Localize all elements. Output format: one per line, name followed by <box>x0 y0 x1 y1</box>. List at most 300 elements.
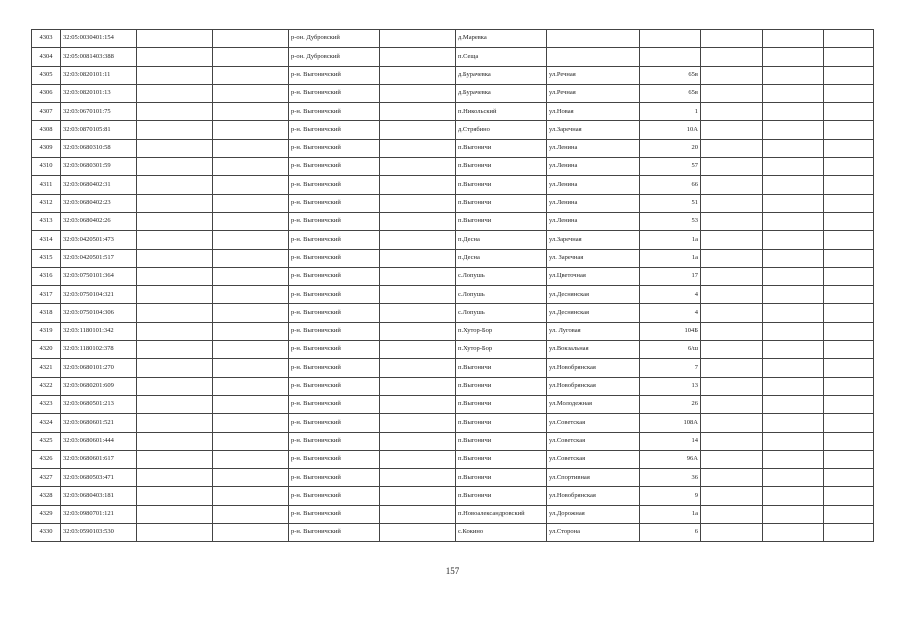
table-row <box>32 66 874 84</box>
empty-cell <box>213 212 289 230</box>
empty-cell <box>701 231 763 249</box>
house-number-cell: 20 <box>640 139 701 157</box>
row-number-cell: 4316 <box>32 267 61 285</box>
cadastral-number-cell: 32:03:1180101:342 <box>61 322 137 340</box>
house-number-cell: 104Б <box>640 322 701 340</box>
table-row <box>32 450 874 468</box>
settlement-cell: п.Выгоничи <box>456 432 547 450</box>
empty-cell <box>213 469 289 487</box>
district-cell: р-н. Выгоничский <box>289 322 380 340</box>
table-row <box>32 322 874 340</box>
cadastral-number-cell: 32:03:0680403:181 <box>61 487 137 505</box>
table-row <box>32 286 874 304</box>
street-cell: ул.Ленина <box>547 176 640 194</box>
row-number-cell: 4327 <box>32 469 61 487</box>
table-row <box>32 103 874 121</box>
row-number-cell: 4314 <box>32 231 61 249</box>
district-cell: р-н. Выгоничский <box>289 359 380 377</box>
settlement-cell: п.Выгоничи <box>456 176 547 194</box>
empty-cell <box>763 524 824 542</box>
house-number-cell: 7 <box>640 359 701 377</box>
empty-cell <box>701 103 763 121</box>
empty-cell <box>137 48 213 66</box>
empty-cell <box>137 377 213 395</box>
row-number-cell: 4315 <box>32 249 61 267</box>
district-cell: р-н. Выгоничский <box>289 176 380 194</box>
empty-cell <box>213 158 289 176</box>
empty-cell <box>213 359 289 377</box>
settlement-cell: с.Лопушь <box>456 286 547 304</box>
settlement-cell: п.Выгоничи <box>456 359 547 377</box>
empty-cell <box>380 524 456 542</box>
row-number-cell: 4312 <box>32 194 61 212</box>
district-cell: р-н. Выгоничский <box>289 450 380 468</box>
table-row <box>32 359 874 377</box>
empty-cell <box>213 48 289 66</box>
row-number-cell: 4323 <box>32 395 61 413</box>
empty-cell <box>763 249 824 267</box>
row-number-cell: 4324 <box>32 414 61 432</box>
empty-cell <box>213 341 289 359</box>
row-number-cell: 4330 <box>32 524 61 542</box>
settlement-cell: п.Выгоничи <box>456 158 547 176</box>
row-number-cell: 4311 <box>32 176 61 194</box>
empty-cell <box>824 432 874 450</box>
district-cell: р-н. Выгоничский <box>289 249 380 267</box>
empty-cell <box>380 48 456 66</box>
empty-cell <box>824 286 874 304</box>
empty-cell <box>763 469 824 487</box>
empty-cell <box>213 505 289 523</box>
empty-cell <box>701 158 763 176</box>
house-number-cell: 96А <box>640 450 701 468</box>
empty-cell <box>213 487 289 505</box>
empty-cell <box>701 84 763 102</box>
table-row <box>32 414 874 432</box>
district-cell: р-он. Дубровский <box>289 48 380 66</box>
empty-cell <box>701 395 763 413</box>
district-cell: р-н. Выгоничский <box>289 469 380 487</box>
empty-cell <box>137 249 213 267</box>
empty-cell <box>380 505 456 523</box>
row-number-cell: 4326 <box>32 450 61 468</box>
cadastral-number-cell: 32:03:0680402:26 <box>61 212 137 230</box>
street-cell <box>547 48 640 66</box>
empty-cell <box>380 341 456 359</box>
street-cell: ул.Речная <box>547 84 640 102</box>
table-row <box>32 505 874 523</box>
empty-cell <box>763 84 824 102</box>
empty-cell <box>380 267 456 285</box>
table-row <box>32 395 874 413</box>
empty-cell <box>701 48 763 66</box>
empty-cell <box>701 139 763 157</box>
settlement-cell: п.Хутор-Бор <box>456 322 547 340</box>
empty-cell <box>380 286 456 304</box>
house-number-cell <box>640 48 701 66</box>
street-cell: ул.Новая <box>547 103 640 121</box>
empty-cell <box>137 524 213 542</box>
property-register-table <box>31 29 874 542</box>
settlement-cell: д.Стрябино <box>456 121 547 139</box>
empty-cell <box>701 505 763 523</box>
street-cell: ул.Сторона <box>547 524 640 542</box>
empty-cell <box>213 121 289 139</box>
empty-cell <box>824 30 874 48</box>
empty-cell <box>213 286 289 304</box>
empty-cell <box>213 267 289 285</box>
house-number-cell: 1а <box>640 505 701 523</box>
empty-cell <box>763 487 824 505</box>
empty-cell <box>213 176 289 194</box>
settlement-cell: с.Лопушь <box>456 267 547 285</box>
house-number-cell: 17 <box>640 267 701 285</box>
street-cell: ул.Новобрянская <box>547 377 640 395</box>
house-number-cell: 36 <box>640 469 701 487</box>
settlement-cell: п.Новоалександровский <box>456 505 547 523</box>
cadastral-number-cell: 32:03:0750104:306 <box>61 304 137 322</box>
street-cell: ул.Речная <box>547 66 640 84</box>
district-cell: р-н. Выгоничский <box>289 505 380 523</box>
street-cell: ул.Заречная <box>547 231 640 249</box>
empty-cell <box>763 377 824 395</box>
cadastral-number-cell: 32:03:0820101:11 <box>61 66 137 84</box>
empty-cell <box>763 158 824 176</box>
empty-cell <box>137 103 213 121</box>
empty-cell <box>763 194 824 212</box>
empty-cell <box>763 231 824 249</box>
empty-cell <box>824 267 874 285</box>
empty-cell <box>380 377 456 395</box>
empty-cell <box>380 139 456 157</box>
empty-cell <box>137 231 213 249</box>
page-number: 157 <box>445 566 460 576</box>
table-row <box>32 48 874 66</box>
street-cell: ул.Вокзальная <box>547 341 640 359</box>
district-cell: р-н. Выгоничский <box>289 231 380 249</box>
empty-cell <box>701 212 763 230</box>
district-cell: р-он. Дубровский <box>289 30 380 48</box>
settlement-cell: п.Выгоничи <box>456 487 547 505</box>
empty-cell <box>137 176 213 194</box>
empty-cell <box>213 450 289 468</box>
empty-cell <box>213 414 289 432</box>
row-number-cell: 4321 <box>32 359 61 377</box>
empty-cell <box>380 322 456 340</box>
empty-cell <box>824 194 874 212</box>
street-cell: ул.Новобрянская <box>547 359 640 377</box>
table-row <box>32 469 874 487</box>
table-row <box>32 30 874 48</box>
empty-cell <box>701 194 763 212</box>
empty-cell <box>824 249 874 267</box>
row-number-cell: 4303 <box>32 30 61 48</box>
table-row <box>32 231 874 249</box>
row-number-cell: 4328 <box>32 487 61 505</box>
house-number-cell: 4 <box>640 286 701 304</box>
district-cell: р-н. Выгоничский <box>289 66 380 84</box>
house-number-cell: 26 <box>640 395 701 413</box>
cadastral-number-cell: 32:03:0680402:23 <box>61 194 137 212</box>
empty-cell <box>380 66 456 84</box>
empty-cell <box>213 395 289 413</box>
empty-cell <box>824 103 874 121</box>
settlement-cell: п.Выгоничи <box>456 450 547 468</box>
cadastral-number-cell: 32:03:0680501:213 <box>61 395 137 413</box>
street-cell: ул.Советская <box>547 450 640 468</box>
row-number-cell: 4308 <box>32 121 61 139</box>
district-cell: р-н. Выгоничский <box>289 487 380 505</box>
empty-cell <box>380 84 456 102</box>
empty-cell <box>137 212 213 230</box>
empty-cell <box>701 267 763 285</box>
empty-cell <box>380 158 456 176</box>
district-cell: р-н. Выгоничский <box>289 121 380 139</box>
house-number-cell: 65в <box>640 84 701 102</box>
settlement-cell: п.Выгоничи <box>456 212 547 230</box>
empty-cell <box>824 158 874 176</box>
empty-cell <box>763 121 824 139</box>
empty-cell <box>137 450 213 468</box>
house-number-cell: 108А <box>640 414 701 432</box>
empty-cell <box>701 121 763 139</box>
district-cell: р-н. Выгоничский <box>289 524 380 542</box>
empty-cell <box>380 395 456 413</box>
empty-cell <box>137 359 213 377</box>
table-row <box>32 487 874 505</box>
empty-cell <box>380 450 456 468</box>
empty-cell <box>763 30 824 48</box>
empty-cell <box>824 450 874 468</box>
empty-cell <box>380 176 456 194</box>
empty-cell <box>824 48 874 66</box>
district-cell: р-н. Выгоничский <box>289 395 380 413</box>
row-number-cell: 4320 <box>32 341 61 359</box>
empty-cell <box>380 469 456 487</box>
house-number-cell: 10А <box>640 121 701 139</box>
district-cell: р-н. Выгоничский <box>289 286 380 304</box>
district-cell: р-н. Выгоничский <box>289 103 380 121</box>
empty-cell <box>380 414 456 432</box>
empty-cell <box>701 414 763 432</box>
cadastral-number-cell: 32:03:0670101:75 <box>61 103 137 121</box>
empty-cell <box>137 84 213 102</box>
settlement-cell: п.Выгоничи <box>456 194 547 212</box>
street-cell: ул.Дорожная <box>547 505 640 523</box>
cadastral-number-cell: 32:03:0680310:58 <box>61 139 137 157</box>
table-row <box>32 158 874 176</box>
district-cell: р-н. Выгоничский <box>289 158 380 176</box>
empty-cell <box>380 432 456 450</box>
street-cell: ул.Ленина <box>547 158 640 176</box>
empty-cell <box>701 30 763 48</box>
empty-cell <box>763 286 824 304</box>
empty-cell <box>137 304 213 322</box>
empty-cell <box>380 304 456 322</box>
empty-cell <box>701 176 763 194</box>
empty-cell <box>137 487 213 505</box>
empty-cell <box>137 267 213 285</box>
cadastral-number-cell: 32:03:0750104:321 <box>61 286 137 304</box>
district-cell: р-н. Выгоничский <box>289 212 380 230</box>
cadastral-number-cell: 32:03:0680601:521 <box>61 414 137 432</box>
street-cell <box>547 30 640 48</box>
settlement-cell: п.Десна <box>456 231 547 249</box>
table-row <box>32 377 874 395</box>
empty-cell <box>701 524 763 542</box>
empty-cell <box>213 66 289 84</box>
empty-cell <box>824 505 874 523</box>
cadastral-number-cell: 32:03:0750101:364 <box>61 267 137 285</box>
street-cell: ул. Заречная <box>547 249 640 267</box>
empty-cell <box>763 48 824 66</box>
row-number-cell: 4305 <box>32 66 61 84</box>
district-cell: р-н. Выгоничский <box>289 377 380 395</box>
empty-cell <box>137 322 213 340</box>
table-row <box>32 194 874 212</box>
empty-cell <box>763 395 824 413</box>
house-number-cell: 53 <box>640 212 701 230</box>
street-cell: ул.Молодежная <box>547 395 640 413</box>
empty-cell <box>213 139 289 157</box>
empty-cell <box>701 377 763 395</box>
street-cell: ул.Цветочная <box>547 267 640 285</box>
district-cell: р-н. Выгоничский <box>289 267 380 285</box>
row-number-cell: 4309 <box>32 139 61 157</box>
district-cell: р-н. Выгоничский <box>289 139 380 157</box>
empty-cell <box>213 524 289 542</box>
empty-cell <box>763 267 824 285</box>
cadastral-number-cell: 32:03:0680301:59 <box>61 158 137 176</box>
row-number-cell: 4329 <box>32 505 61 523</box>
settlement-cell: п.Выгоничи <box>456 377 547 395</box>
empty-cell <box>137 121 213 139</box>
empty-cell <box>137 194 213 212</box>
row-number-cell: 4304 <box>32 48 61 66</box>
settlement-cell: с.Лопушь <box>456 304 547 322</box>
empty-cell <box>763 359 824 377</box>
house-number-cell: 6 <box>640 524 701 542</box>
house-number-cell: 65в <box>640 66 701 84</box>
house-number-cell: 1а <box>640 231 701 249</box>
empty-cell <box>213 30 289 48</box>
table-row <box>32 121 874 139</box>
row-number-cell: 4319 <box>32 322 61 340</box>
empty-cell <box>213 304 289 322</box>
empty-cell <box>824 176 874 194</box>
table-row <box>32 524 874 542</box>
empty-cell <box>213 377 289 395</box>
cadastral-number-cell: 32:03:0590103:530 <box>61 524 137 542</box>
settlement-cell: п.Сеща <box>456 48 547 66</box>
row-number-cell: 4313 <box>32 212 61 230</box>
row-number-cell: 4317 <box>32 286 61 304</box>
empty-cell <box>824 212 874 230</box>
empty-cell <box>380 121 456 139</box>
empty-cell <box>824 139 874 157</box>
table-row <box>32 341 874 359</box>
empty-cell <box>701 359 763 377</box>
empty-cell <box>763 322 824 340</box>
empty-cell <box>213 84 289 102</box>
empty-cell <box>824 341 874 359</box>
empty-cell <box>137 341 213 359</box>
empty-cell <box>763 304 824 322</box>
table-row <box>32 84 874 102</box>
table-row <box>32 176 874 194</box>
cadastral-number-cell: 32:03:0680601:617 <box>61 450 137 468</box>
empty-cell <box>380 231 456 249</box>
empty-cell <box>701 432 763 450</box>
street-cell: ул.Советская <box>547 414 640 432</box>
empty-cell <box>213 432 289 450</box>
settlement-cell: д.Бурачевка <box>456 66 547 84</box>
empty-cell <box>763 450 824 468</box>
settlement-cell: п.Выгоничи <box>456 414 547 432</box>
empty-cell <box>137 505 213 523</box>
table-row <box>32 249 874 267</box>
table-row <box>32 304 874 322</box>
house-number-cell <box>640 30 701 48</box>
empty-cell <box>701 249 763 267</box>
street-cell: ул.Советская <box>547 432 640 450</box>
empty-cell <box>137 395 213 413</box>
house-number-cell: 1а <box>640 249 701 267</box>
cadastral-number-cell: 32:03:0820101:13 <box>61 84 137 102</box>
empty-cell <box>763 103 824 121</box>
empty-cell <box>763 414 824 432</box>
empty-cell <box>824 487 874 505</box>
house-number-cell: 6/ш <box>640 341 701 359</box>
empty-cell <box>137 414 213 432</box>
cadastral-number-cell: 32:03:0870105:81 <box>61 121 137 139</box>
cadastral-number-cell: 32:03:0980701:121 <box>61 505 137 523</box>
empty-cell <box>137 158 213 176</box>
house-number-cell: 51 <box>640 194 701 212</box>
cadastral-number-cell: 32:03:0420501:517 <box>61 249 137 267</box>
empty-cell <box>137 30 213 48</box>
empty-cell <box>824 231 874 249</box>
empty-cell <box>701 286 763 304</box>
empty-cell <box>137 66 213 84</box>
cadastral-number-cell: 32:03:0680201:609 <box>61 377 137 395</box>
empty-cell <box>763 176 824 194</box>
cadastral-number-cell: 32:03:0680101:270 <box>61 359 137 377</box>
empty-cell <box>824 66 874 84</box>
street-cell: ул. Луговая <box>547 322 640 340</box>
empty-cell <box>763 341 824 359</box>
cadastral-number-cell: 32:03:0420501:473 <box>61 231 137 249</box>
street-cell: ул.Новобрянская <box>547 487 640 505</box>
empty-cell <box>763 66 824 84</box>
empty-cell <box>824 304 874 322</box>
empty-cell <box>824 414 874 432</box>
house-number-cell: 4 <box>640 304 701 322</box>
empty-cell <box>824 359 874 377</box>
street-cell: ул.Спортивная <box>547 469 640 487</box>
house-number-cell: 13 <box>640 377 701 395</box>
settlement-cell: д.Бурачевка <box>456 84 547 102</box>
empty-cell <box>213 194 289 212</box>
street-cell: ул.Ленина <box>547 194 640 212</box>
settlement-cell: п.Выгоничи <box>456 139 547 157</box>
district-cell: р-н. Выгоничский <box>289 414 380 432</box>
row-number-cell: 4325 <box>32 432 61 450</box>
empty-cell <box>137 432 213 450</box>
settlement-cell: п.Хутор-Бор <box>456 341 547 359</box>
table-body <box>32 30 874 542</box>
empty-cell <box>380 194 456 212</box>
